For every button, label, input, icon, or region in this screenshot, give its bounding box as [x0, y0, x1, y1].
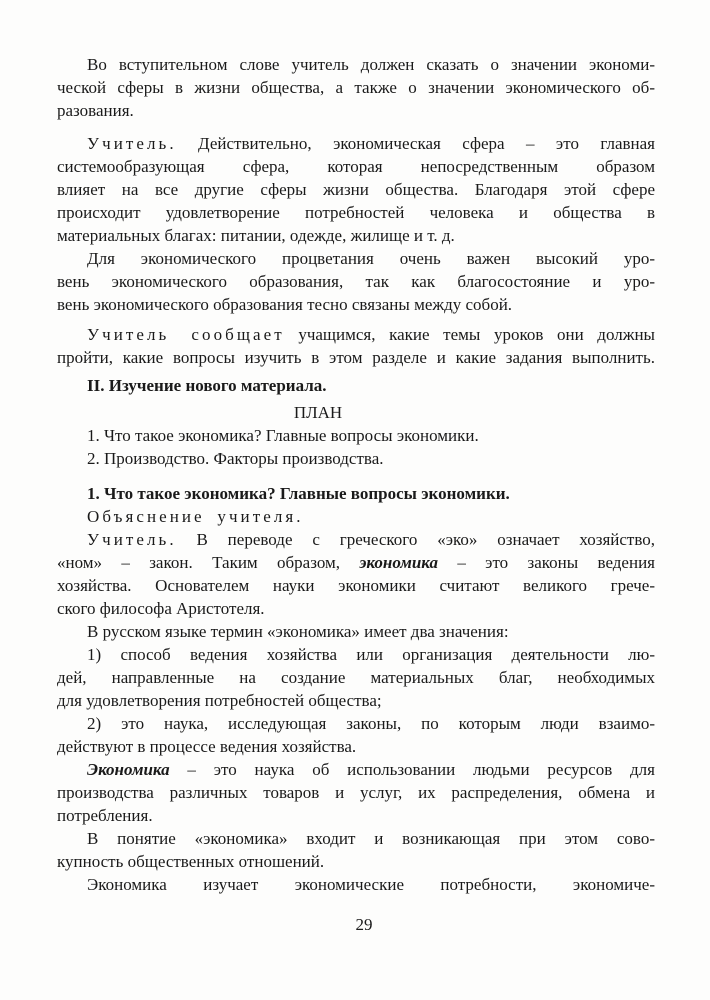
text-segment: 2) это наука, исследующая законы, по которым люди взаимо- [87, 714, 655, 733]
text-segment: происходит удовлетворение потребностей человека и общества в [57, 203, 655, 222]
text-line [57, 597, 655, 620]
text-line [57, 293, 655, 316]
text-segment: дей, направленные на создание материальных благ, необходимых [57, 668, 655, 687]
prosperity-paragraph [57, 247, 655, 316]
intro-paragraph [57, 53, 655, 122]
text-line [57, 827, 655, 850]
spaced-text: Объяснение учителя. [87, 507, 304, 526]
text-segment: учащимся, какие темы уроков они должны [284, 325, 655, 344]
text-segment: действуют в процессе ведения хозяйства. [57, 737, 357, 756]
text-segment: хозяйства. Основателем науки экономики считают великого грече- [57, 576, 655, 595]
text-line [57, 132, 655, 155]
text-line [57, 224, 655, 247]
text-line [57, 374, 655, 397]
text-line [57, 758, 655, 781]
text-segment: В переводе с греческого «эко» означает хозяйство, [176, 530, 655, 549]
social-relations-paragraph [57, 827, 655, 873]
text-segment: Действительно, экономическая сфера – это главная [176, 134, 655, 153]
text-line [57, 247, 655, 270]
text-line [57, 482, 655, 505]
text-line [57, 574, 655, 597]
text-line [57, 735, 655, 758]
text-line [57, 346, 655, 369]
text-line [57, 551, 655, 574]
meaning-2-paragraph [57, 712, 655, 758]
text-segment: системообразующая сфера, которая непосредственным образом [57, 157, 655, 176]
plan-item-2 [57, 447, 655, 470]
text-line [57, 781, 655, 804]
text-line [57, 447, 655, 470]
text-segment: разования. [57, 101, 134, 120]
text-line [57, 270, 655, 293]
text-segment: пройти, какие вопросы изучить в этом разделе и какие задания выполнить. [57, 348, 655, 367]
text-line [57, 666, 655, 689]
text-line [57, 850, 655, 873]
text-segment: «ном» – закон. Таким образом, [57, 553, 360, 572]
page-text [57, 53, 655, 896]
text-line [57, 528, 655, 551]
text-segment: В русском языке термин «экономика» имеет два значения: [87, 622, 509, 641]
text-line [57, 689, 655, 712]
text-segment: ского философа Аристотеля. [57, 599, 265, 618]
two-meanings-paragraph [57, 620, 655, 643]
text-segment: 1. Что такое экономика? Главные вопросы экономики. [87, 426, 479, 445]
text-segment: В понятие «экономика» входит и возникающая при этом сово- [87, 829, 655, 848]
plan-item-1 [57, 424, 655, 447]
text-segment: вень экономического образования тесно связаны между собой. [57, 295, 513, 314]
text-segment: влияет на все другие сферы жизни общества. Благодаря этой сфере [57, 180, 655, 199]
text-segment: Экономика изучает экономические потребности, экономиче- [87, 875, 655, 894]
text-line [57, 712, 655, 735]
text-segment: купность общественных отношений. [57, 852, 325, 871]
text-segment: Во вступительном слове учитель должен сказать о значении экономи- [87, 55, 655, 74]
text-segment: 1. Что такое экономика? Главные вопросы экономики. [87, 484, 510, 503]
explanation-label [57, 505, 655, 528]
economics-studies-paragraph [57, 873, 655, 896]
text-segment: – это законы ведения [437, 553, 655, 572]
text-line [57, 620, 655, 643]
text-segment: II. Изучение нового материала. [87, 376, 327, 395]
term-emphasis: Экономика [87, 760, 170, 779]
text-line [57, 99, 655, 122]
section-ii-heading [57, 374, 655, 397]
text-line [57, 76, 655, 99]
text-segment: ПЛАН [293, 403, 343, 422]
text-segment: 1) способ ведения хозяйства или организация деятельности лю- [87, 645, 655, 664]
text-line [57, 178, 655, 201]
text-segment: – это наука об использовании людьми ресурсов для [169, 760, 655, 779]
text-line [57, 201, 655, 224]
text-line [57, 424, 655, 447]
spaced-text: Учитель. [87, 530, 177, 549]
economics-definition-paragraph [57, 758, 655, 827]
greek-origin-paragraph [57, 528, 655, 620]
text-segment: Для экономического процветания очень важен высокий уро- [87, 249, 655, 268]
text-segment: ческой сферы в жизни общества, а также о значении экономического об- [57, 78, 655, 97]
text-line [57, 53, 655, 76]
text-line [19, 401, 617, 424]
plan-title [19, 401, 617, 424]
text-segment: материальных благах: питании, одежде, жилище и т. д. [57, 226, 455, 245]
text-segment: вень экономического образования, так как благосостояние и уро- [57, 272, 655, 291]
page-number: 29 [355, 915, 373, 934]
text-line [57, 873, 655, 896]
teacher-informs-paragraph [57, 323, 655, 369]
text-line [57, 155, 655, 178]
spaced-text: Учитель сообщает [87, 325, 285, 344]
text-segment: производства различных товаров и услуг, их распределения, обмена и [57, 783, 655, 802]
topic-1-heading [57, 482, 655, 505]
text-segment: 2. Производство. Факторы производства. [87, 449, 384, 468]
teacher-speech-paragraph [57, 132, 655, 247]
text-line [57, 804, 655, 827]
meaning-1-paragraph [57, 643, 655, 712]
term-emphasis: экономика [359, 553, 438, 572]
text-segment: для удовлетворения потребностей общества; [57, 691, 382, 710]
text-line [57, 505, 655, 528]
text-line [57, 643, 655, 666]
spaced-text: Учитель. [87, 134, 177, 153]
text-segment: потребления. [57, 806, 153, 825]
text-line [57, 323, 655, 346]
